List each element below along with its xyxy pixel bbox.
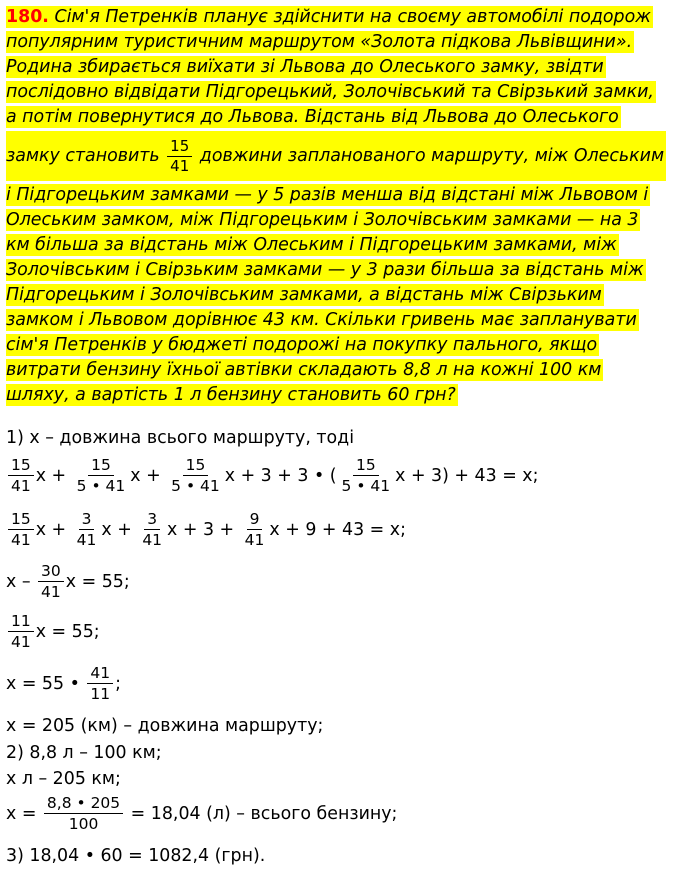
problem-line-11: Підгорецьким і Золочівським замками, а відстань між Свірзьким [6, 285, 602, 305]
problem-line-8: Олеським замком, між Підгорецьким і Золочівським замками — на 3 [6, 210, 639, 230]
problem-line-10: Золочівським і Свірзьким замками — у 3 рази більша за відстань між [6, 260, 644, 280]
fraction: $\frac{15}{5 • 41}$ [171, 456, 220, 495]
equation-5: x = 55 • $\frac{41}{11}$ ; [6, 664, 121, 703]
fraction: $\frac{3}{41}$ [142, 510, 163, 549]
fraction: $\frac{41}{11}$ [87, 664, 113, 703]
problem-line-1: 180. Сім'я Петренків планує здійснити на своєму автомобілі подорож [6, 7, 651, 27]
problem-line-9: км більша за відстань між Олеським і Підгорецьким замками, між [6, 235, 617, 255]
fraction: $\frac{15}{5 • 41}$ [341, 456, 391, 495]
problem-line-5: а потім повернутися до Львова. Відстань від Львова до Олеського [6, 107, 619, 127]
solution-step-2-proportion: x л – 205 км; [6, 769, 121, 789]
solution-step-3: 3) 18,04 • 60 = 1082,4 (грн). [6, 846, 266, 866]
equation-6: x = $\frac{8,8 • 205}{100}$ = 18,04 (л) – всього бензину; [6, 794, 398, 833]
problem-line-12: замком і Львовом дорівнює 43 км. Скільки гривень має запланувати [6, 310, 637, 330]
problem-line-14: витрати бензину їхньої автівки складають 8,8 л на кожні 100 км [6, 360, 602, 380]
fraction: $\frac{30}{41}$ [38, 562, 64, 601]
problem-line-4: послідовно відвідати Підгорецький, Золочівський та Свірзький замки, [6, 82, 654, 102]
fraction: $\frac{15}{41}$ [167, 138, 192, 175]
problem-line-6: замку становить $\frac{15}{41}$ довжини запланованого маршруту, між Олеським [6, 131, 666, 181]
problem-line-13: сім'я Петренків у бюджеті подорожі на покупку пального, якщо [6, 335, 598, 355]
problem-line-15: шляху, а вартість 1 л бензину становить 60 грн? [6, 385, 456, 405]
equation-3: x – $\frac{30}{41}$ x = 55; [6, 562, 130, 601]
problem-text [6, 6, 689, 409]
solution-step-2: 2) 8,8 л – 100 км; [6, 743, 162, 763]
fraction: $\frac{15}{41}$ [8, 510, 34, 549]
problem-line-3: Родина збирається виїхати зі Львова до Олеського замку, звідти [6, 57, 604, 77]
fraction: $\frac{11}{41}$ [8, 612, 34, 651]
problem-line-7: і Підгорецьким замками — у 5 разів менша від відстані між Львовом і [6, 185, 649, 205]
equation-2: $\frac{15}{41}$ x + $\frac{3}{41}$ x + $\frac{3}{41}$ x + 3 + $\frac{9}{41}$ x + 9 + 43 = x; [6, 510, 406, 549]
fraction: $\frac{9}{41}$ [244, 510, 265, 549]
equation-1: $\frac{15}{41}$ x + $\frac{15}{5 • 41}$ x + $\frac{15}{5 • 41}$ x + 3 + 3 • ( $\frac{15}{5 • 41}$ x + 3) + 43 = x; [6, 456, 538, 495]
fraction: $\frac{15}{41}$ [8, 456, 34, 495]
fraction: $\frac{8,8 • 205}{100}$ [44, 794, 123, 833]
problem-number: 180. [6, 7, 49, 27]
fraction: $\frac{15}{5 • 41}$ [76, 456, 126, 495]
solution-step-1: 1) x – довжина всього маршруту, тоді [6, 428, 355, 448]
equation-4: $\frac{11}{41}$ x = 55; [6, 612, 100, 651]
problem-line-2: популярним туристичним маршрутом «Золота підкова Львівщини». [6, 32, 633, 52]
route-length-line: x = 205 (км) – довжина маршруту; [6, 716, 324, 736]
fraction: $\frac{3}{41}$ [76, 510, 97, 549]
